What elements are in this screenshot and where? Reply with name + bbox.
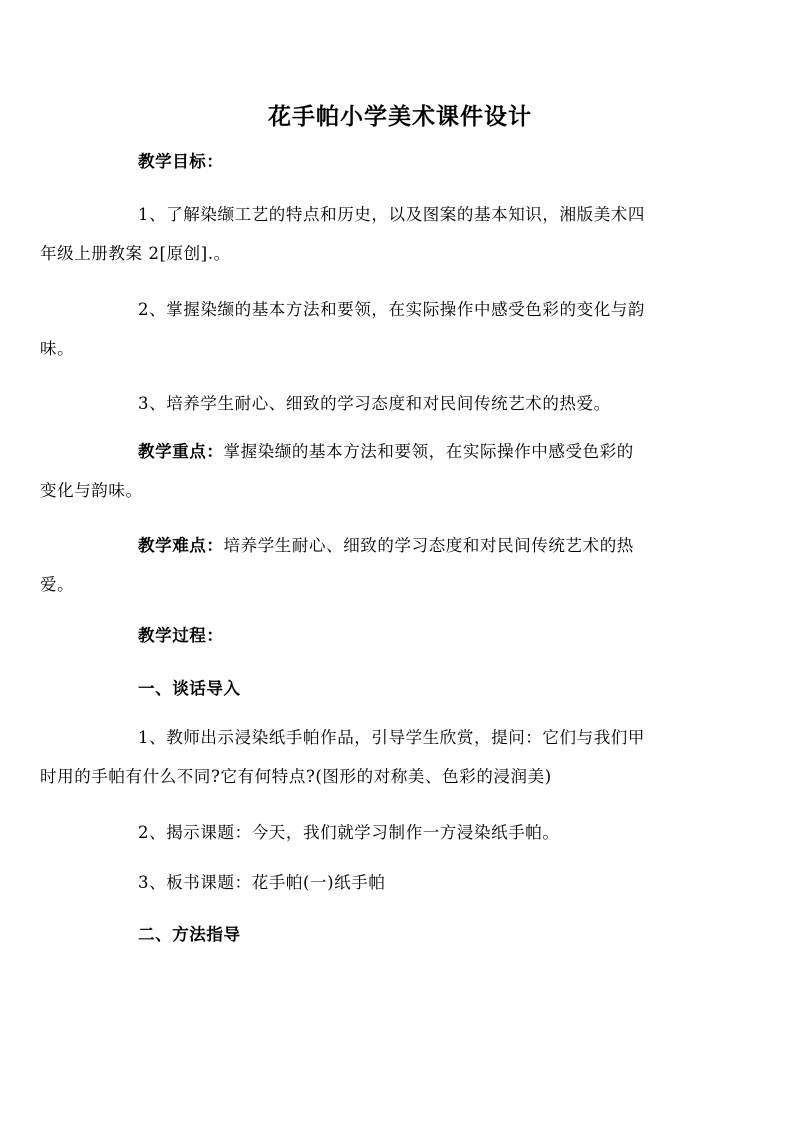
key-points-label: 教学重点： [138, 442, 224, 461]
objective-2-line-2: 味。 [40, 339, 75, 358]
section-1-heading: 一、谈话导入 [138, 679, 241, 698]
document-title: 花手帕小学美术课件设计 [268, 104, 532, 130]
step-1-line-1: 1、教师出示浸染纸手帕作品，引导学生欣赏，提问：它们与我们甲 [138, 728, 645, 747]
objective-1-line-2: 年级上册教案 2[原创].。 [40, 244, 231, 263]
key-points-line-2: 变化与韵味。 [40, 481, 143, 500]
objectives-heading: 教学目标： [138, 152, 224, 171]
key-points [40, 432, 704, 510]
objective-3-line: 3、培养学生耐心、细致的学习态度和对民间传统艺术的热爱。 [138, 394, 611, 413]
process-heading: 教学过程： [138, 626, 224, 645]
difficult-points-line-2: 爱。 [40, 575, 75, 594]
step-1 [40, 718, 704, 796]
step-3 [138, 863, 704, 902]
key-points-line-1 [138, 432, 704, 471]
objective-1 [40, 195, 704, 273]
difficult-points [40, 526, 704, 604]
step-2-line: 2、揭示课题：今天，我们就学习制作一方浸染纸手帕。 [138, 823, 560, 842]
difficult-points-label: 教学难点： [138, 536, 224, 555]
section-2-heading: 二、方法指导 [138, 925, 241, 944]
step-1-line-2: 时用的手帕有什么不同?它有何特点?(图形的对称美、色彩的浸润美) [40, 767, 552, 786]
difficult-points-text: 培养学生耐心、细致的学习态度和对民间传统艺术的热 [223, 536, 634, 555]
step-2 [138, 813, 704, 852]
objective-2-line-1: 2、掌握染缬的基本方法和要领，在实际操作中感受色彩的变化与韵 [138, 300, 645, 319]
objective-3 [138, 384, 704, 423]
key-points-text: 掌握染缬的基本方法和要领，在实际操作中感受色彩的 [223, 442, 634, 461]
objective-2 [40, 290, 704, 368]
difficult-points-line-1 [138, 526, 704, 565]
step-3-line: 3、板书课题：花手帕(一)纸手帕 [138, 873, 386, 892]
objective-1-line-1: 1、了解染缬工艺的特点和历史，以及图案的基本知识，湘版美术四 [138, 205, 645, 224]
